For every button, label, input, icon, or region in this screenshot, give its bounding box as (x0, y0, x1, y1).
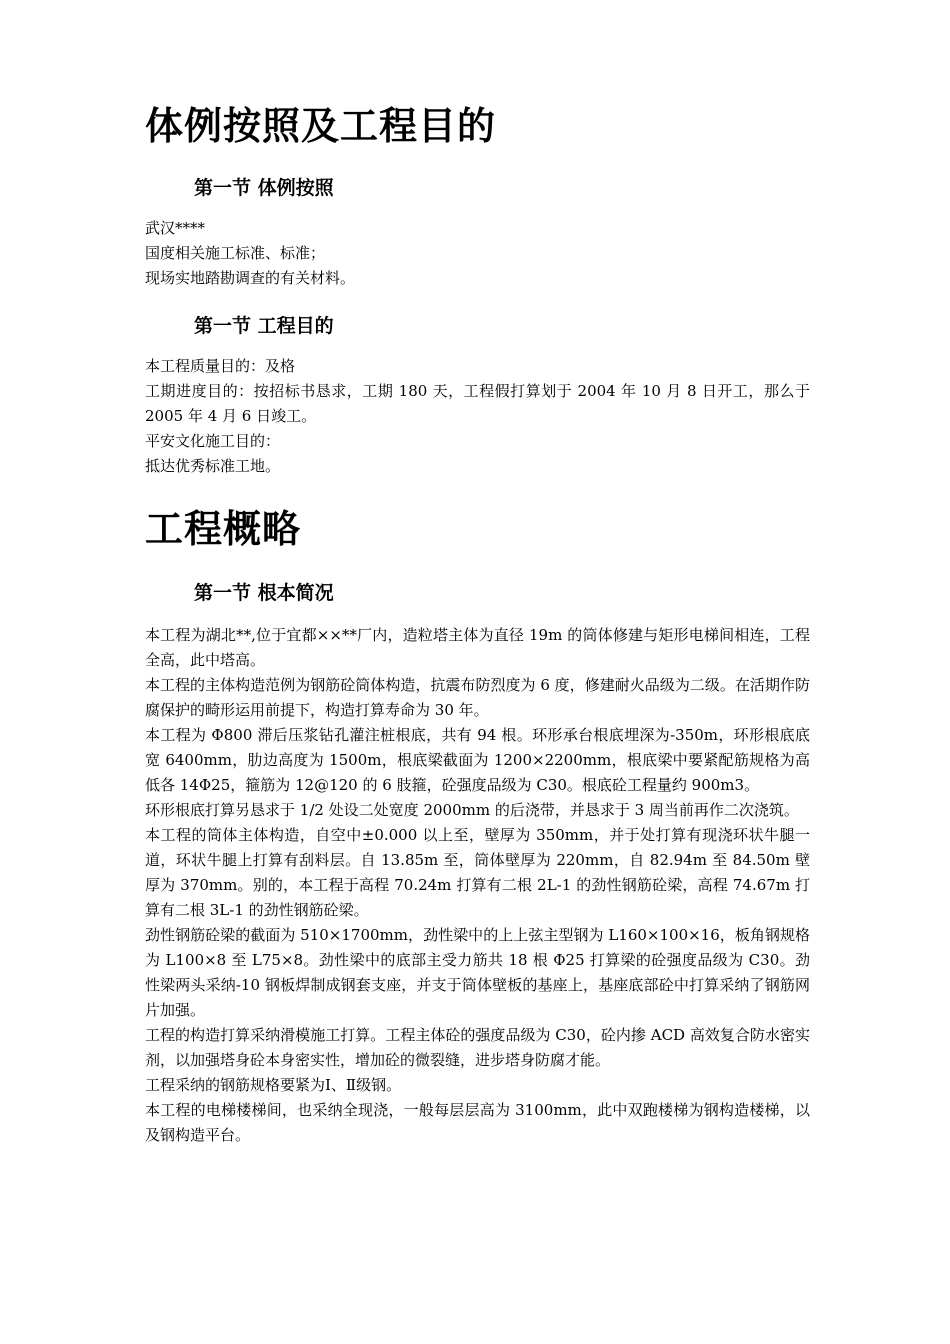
overview-paragraph: 本工程为湖北**,位于宜都××**厂内，造粒塔主体为直径 19m 的筒体修建与矩形电梯间相连，工程全高，此中塔高。 (145, 626, 810, 669)
subheading-goals: 第一节 工程目的 (194, 315, 334, 337)
goal-line: 抵达优秀标准工地。 (145, 457, 281, 475)
overview-paragraph: 工程的构造打算采纳滑模施工打算。工程主体砼的强度品级为 C30，砼内掺 ACD 高效复合防水密实剂，以加强塔身砼本身密实性，增加砼的微裂缝，进步塔身防腐才能。 (145, 1026, 810, 1069)
heading-section-1: 体例按照及工程目的 (145, 104, 497, 148)
overview-paragraph: 本工程为 Φ800 滞后压浆钻孔灌注桩根底，共有 94 根。环形承台根底埋深为-350m，环形根底底宽 6400mm，肋边高度为 1500m，根底梁截面为 1200×2200mm，根底梁中要紧配筋规格为高低各 14Φ25，箍筋为 12@120 的 6 肢箍，砼强度品级为 C30。根底砼工程量约 900m3。 (145, 726, 810, 794)
goal-line: 本工程质量目的：及格 (145, 357, 296, 375)
overview-paragraph: 本工程的电梯楼梯间，也采纳全现浇，一般每层层高为 3100mm，此中双跑楼梯为钢构造楼梯，以及钢构造平台。 (145, 1101, 810, 1144)
goal-line: 工期进度目的：按招标书恳求，工期 180 天，工程假打算划于 2004 年 10 月 8 日开工，那么于 2005 年 4 月 6 日竣工。 (145, 382, 810, 425)
subheading-overview: 第一节 根本简况 (194, 582, 334, 604)
goal-line: 平安文化施工目的： (145, 432, 281, 450)
overview-paragraph: 劲性钢筋砼梁的截面为 510×1700mm，劲性梁中的上上弦主型钢为 L160×100×16，板角钢规格为 L100×8 至 L75×8。劲性梁中的底部主受力筋共 18 根 Φ25 打算梁的砼强度品级为 C30。劲性梁两头采纳-10 钢板焊制成钢套支座，并支于筒体壁板的基座上，基座底部砼中打算采纳了钢筋网片加强。 (145, 926, 810, 1019)
overview-paragraph: 本工程的筒体主体构造，自空中±0.000 以上至，壁厚为 350mm，并于处打算有现浇环状牛腿一道，环状牛腿上打算有刮料层。自 13.85m 至，筒体壁厚为 220mm，自 82.94m 至 84.50m 壁厚为 370mm。别的，本工程于高程 70.24m 打算有二根 2L-1 的劲性钢筋砼梁，高程 74.67m 打算有二根 3L-1 的劲性钢筋砼梁。 (145, 826, 810, 919)
basis-line: 武汉**** (145, 219, 206, 237)
overview-paragraph: 工程采纳的钢筋规格要紧为Ⅰ、Ⅱ级钢。 (145, 1076, 402, 1094)
document-page (145, 100, 810, 1148)
heading-section-2: 工程概略 (145, 507, 302, 551)
overview-paragraph: 环形根底打算另恳求于 1/2 处设二处宽度 2000mm 的后浇带，并恳求于 3 周当前再作二次浇筑。 (145, 801, 799, 819)
basis-line: 现场实地踏勘调查的有关材料。 (145, 269, 356, 287)
basis-line: 国度相关施工标准、标准； (145, 244, 326, 262)
overview-paragraph: 本工程的主体构造范例为钢筋砼筒体构造，抗震布防烈度为 6 度，修建耐火品级为二级。在活期作防腐保护的畸形运用前提下，构造打算寿命为 30 年。 (145, 676, 810, 719)
subheading-basis: 第一节 体例按照 (194, 177, 334, 199)
